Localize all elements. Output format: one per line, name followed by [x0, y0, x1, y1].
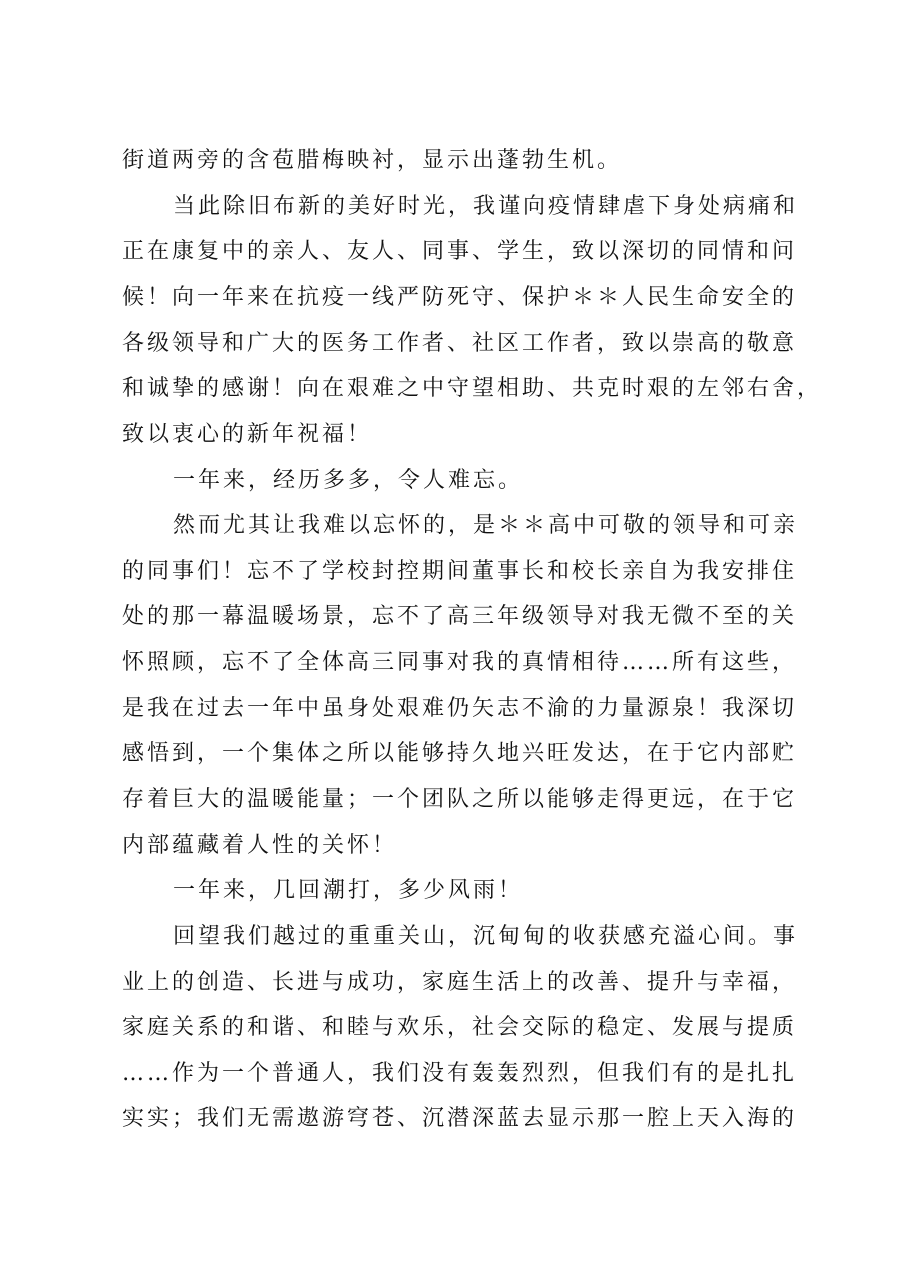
text-line: 街道两旁的含苞腊梅映衬，显示出蓬勃生机。 — [122, 148, 623, 173]
text-line: 候！向一年来在抗疫一线严防死守、保护＊＊人民生命安全的 — [122, 285, 798, 310]
text-line: 存着巨大的温暖能量；一个团队之所以能够走得更远，在于它 — [122, 787, 798, 812]
text-line: 实实；我们无需遨游穹苍、沉潜深蓝去显示那一腔上天入海的 — [122, 1106, 798, 1131]
text-line: ……作为一个普通人，我们没有轰轰烈烈，但我们有的是扎扎 — [122, 1061, 798, 1086]
text-line: 的同事们！忘不了学校封控期间董事长和校长亲自为我安排住 — [122, 559, 798, 584]
text-line: 是我在过去一年中虽身处艰难仍矢志不渝的力量源泉！我深切 — [122, 696, 798, 721]
text-line: 感悟到，一个集体之所以能够持久地兴旺发达，在于它内部贮 — [122, 741, 798, 766]
text-line: 各级领导和广大的医务工作者、社区工作者，致以崇高的敬意 — [122, 331, 798, 356]
text-line: 家庭关系的和谐、和睦与欢乐，社会交际的稳定、发展与提质 — [122, 1015, 798, 1040]
paragraph-first-line: 回望我们越过的重重关山，沉甸甸的收获感充溢心间。事 — [173, 924, 799, 949]
text-line: 处的那一幕温暖场景，忘不了高三年级领导对我无微不至的关 — [122, 604, 798, 629]
paragraph-first-line: 一年来，经历多多，令人难忘。 — [173, 468, 524, 493]
text-line: 怀照顾，忘不了全体高三同事对我的真情相待……所有这些， — [122, 650, 798, 675]
text-line: 内部蕴藏着人性的关怀！ — [122, 833, 398, 858]
paragraph-first-line: 然而尤其让我难以忘怀的，是＊＊高中可敬的领导和可亲 — [173, 513, 799, 538]
text-line: 正在康复中的亲人、友人、同事、学生，致以深切的同情和问 — [122, 239, 798, 264]
text-line: 致以衷心的新年祝福！ — [122, 422, 373, 447]
paragraph-first-line: 一年来，几回潮打，多少风雨！ — [173, 878, 524, 903]
text-line: 和诚挚的感谢！向在艰难之中守望相助、共克时艰的左邻右舍， — [122, 376, 823, 401]
text-line: 业上的创造、长进与成功，家庭生活上的改善、提升与幸福， — [122, 970, 798, 995]
paragraph-first-line: 当此除旧布新的美好时光，我谨向疫情肆虐下身处病痛和 — [173, 194, 799, 219]
